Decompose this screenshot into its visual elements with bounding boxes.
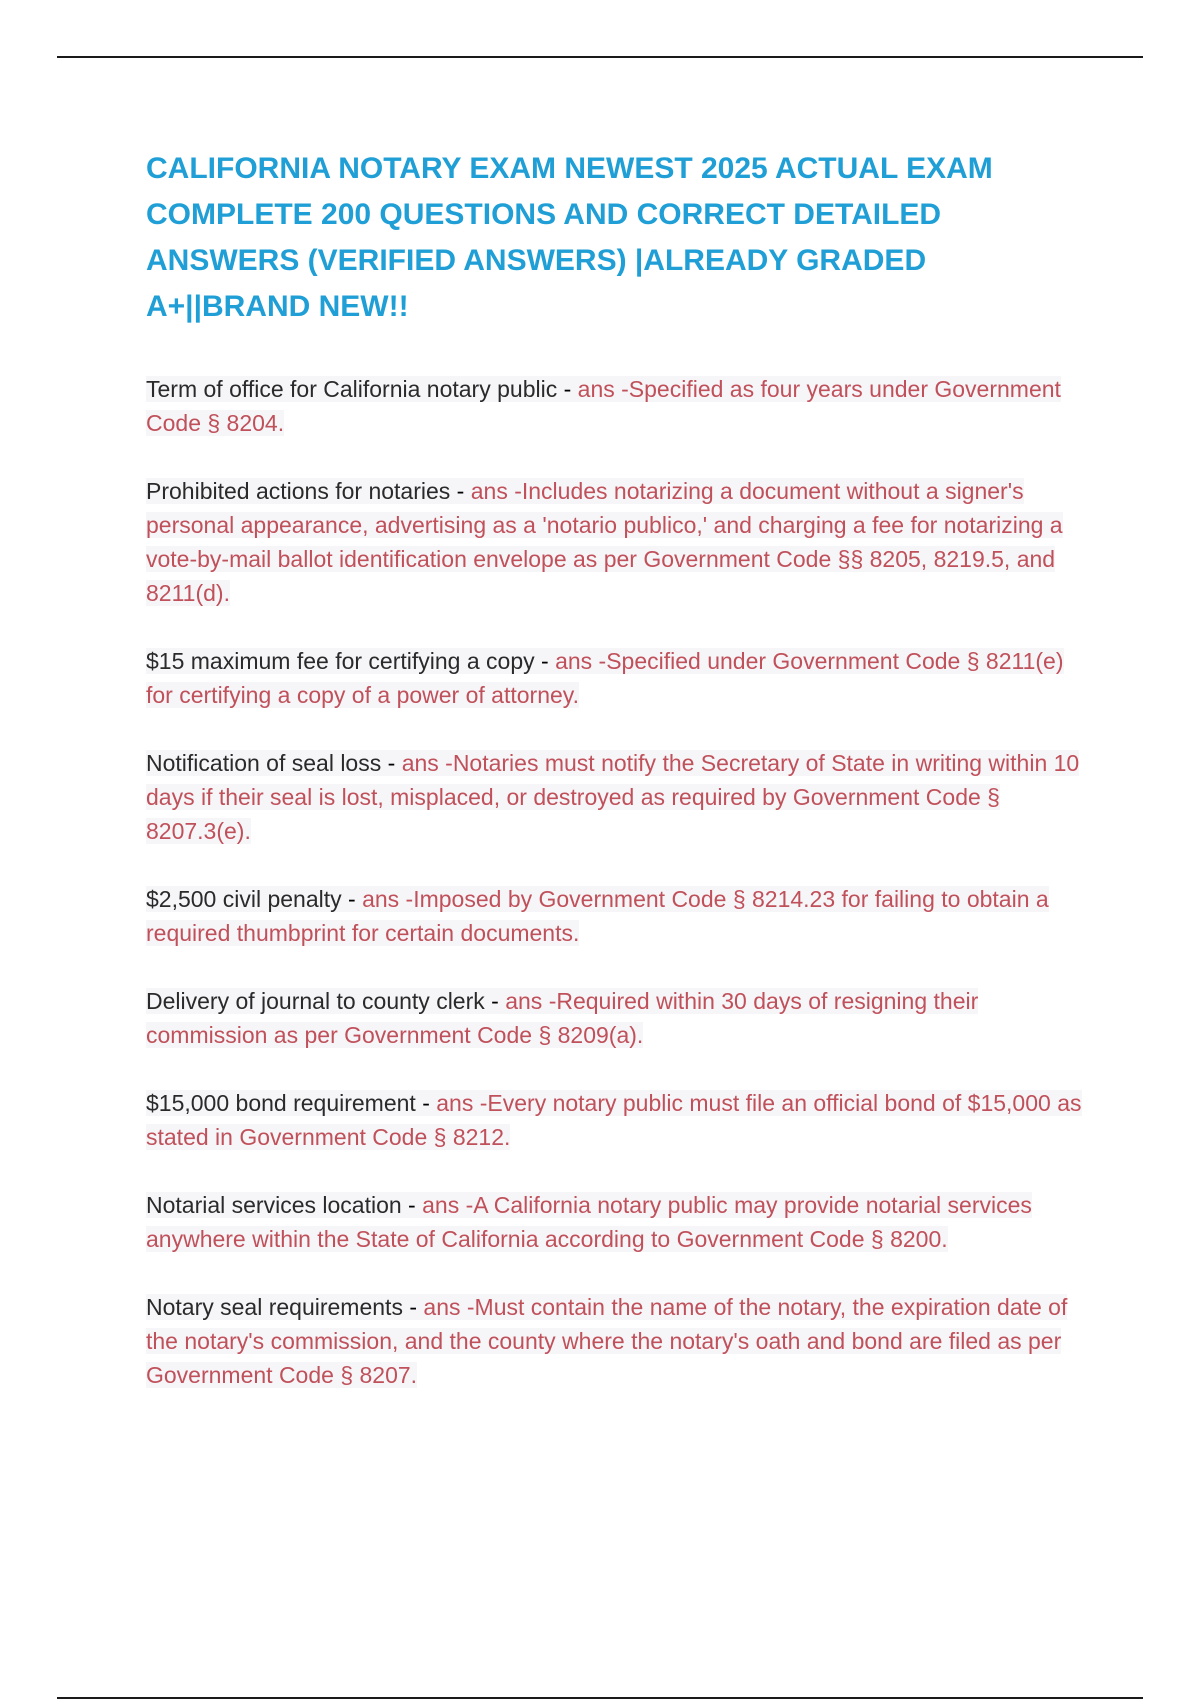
qa-question: Term of office for California notary public xyxy=(146,376,558,402)
qa-list xyxy=(146,372,1090,1426)
qa-question: Delivery of journal to county clerk xyxy=(146,988,485,1014)
qa-answer: ans -Required within 30 days of resigning their commission as per Government Code § 8209(a). xyxy=(146,988,979,1048)
bottom-rule xyxy=(57,1697,1143,1699)
qa-item xyxy=(146,644,1090,712)
qa-separator: - xyxy=(415,1090,437,1116)
qa-answer: ans -Notaries must notify the Secretary of State in writing within 10 days if their seal is lost, misplaced, or destroyed as required by Government Code § 8207.3(e). xyxy=(146,750,1080,844)
top-rule xyxy=(57,56,1143,58)
qa-separator: - xyxy=(402,1294,424,1320)
qa-question: $2,500 civil penalty xyxy=(146,886,342,912)
qa-separator: - xyxy=(381,750,402,776)
qa-answer: ans -Specified as four years under Government Code § 8204. xyxy=(146,376,1061,436)
qa-separator: - xyxy=(557,376,578,402)
qa-item xyxy=(146,1086,1090,1154)
qa-answer: ans -Every notary public must file an official bond of $15,000 as stated in Government Code § 8212. xyxy=(146,1090,1082,1150)
qa-question: $15,000 bond requirement xyxy=(146,1090,416,1116)
qa-question: Notification of seal loss xyxy=(146,750,382,776)
qa-answer: ans -Includes notarizing a document without a signer's personal appearance, advertising as a 'notario publico,' and charging a fee for notarizing a vote-by-mail ballot identification envelope as per Government Code §§ 8205, 8219.5, and 8211(d). xyxy=(146,478,1063,606)
qa-separator: - xyxy=(484,988,506,1014)
qa-question: Notarial services location xyxy=(146,1192,402,1218)
qa-item xyxy=(146,984,1090,1052)
qa-answer: ans -A California notary public may provide notarial services anywhere within the State of California according to Government Code § 8200. xyxy=(146,1192,1032,1252)
qa-item xyxy=(146,882,1090,950)
qa-separator: - xyxy=(450,478,471,504)
document-title: CALIFORNIA NOTARY EXAM NEWEST 2025 ACTUAL EXAM COMPLETE 200 QUESTIONS AND CORRECT DETAILED ANSWERS (VERIFIED ANSWERS) |ALREADY GRADED A+||BRAND NEW!! xyxy=(146,152,993,323)
qa-item xyxy=(146,372,1090,440)
qa-question: $15 maximum fee for certifying a copy xyxy=(146,648,535,674)
qa-question: Notary seal requirements xyxy=(146,1294,403,1320)
qa-answer: ans -Specified under Government Code § 8211(e) for certifying a copy of a power of attorney. xyxy=(146,648,1064,708)
qa-item xyxy=(146,474,1090,610)
qa-answer: ans -Imposed by Government Code § 8214.23 for failing to obtain a required thumbprint for certain documents. xyxy=(146,886,1049,946)
qa-question: Prohibited actions for notaries xyxy=(146,478,451,504)
qa-separator: - xyxy=(534,648,556,674)
qa-separator: - xyxy=(401,1192,423,1218)
qa-answer: ans -Must contain the name of the notary, the expiration date of the notary's commission, and the county where the notary's oath and bond are filed as per Government Code § 8207. xyxy=(146,1294,1068,1388)
qa-item xyxy=(146,746,1090,848)
qa-item xyxy=(146,1188,1090,1256)
qa-item xyxy=(146,1290,1090,1392)
qa-separator: - xyxy=(341,886,363,912)
